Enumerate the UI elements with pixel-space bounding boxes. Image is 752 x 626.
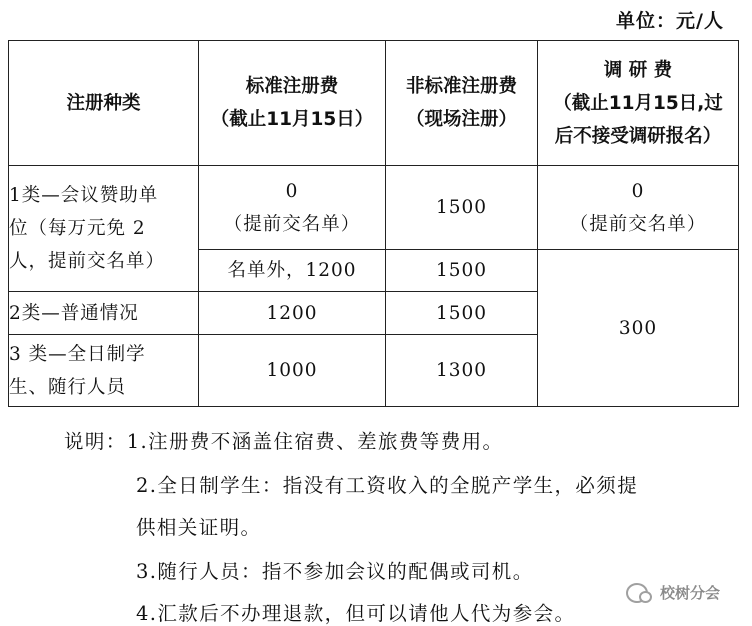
unit-label: 单位：元/人: [616, 10, 724, 32]
category-1-standard-note: （提前交名单）: [223, 213, 361, 235]
header-research-note-2: 后不接受调研报名）: [554, 125, 722, 147]
category-1-nonstandard-fee: 1500: [386, 166, 538, 250]
category-2-standard-fee: 1200: [199, 292, 386, 335]
category-1-research-note: （提前交名单）: [569, 213, 707, 235]
header-standard-fee: [199, 41, 386, 166]
category-3-nonstandard-fee: 1300: [386, 335, 538, 407]
note-2-continued: 供相关证明。: [136, 516, 262, 539]
category-3-line-2: 生、随行人员: [9, 376, 127, 398]
header-nonstandard-title: 非标准注册费: [405, 76, 517, 97]
category-1-offlist-standard-fee: 名单外，1200: [199, 250, 386, 292]
header-nonstandard-fee: [386, 41, 538, 166]
header-standard-note: （截止11月15日）: [210, 109, 374, 130]
note-2: 2.全日制学生：指没有工资收入的全脱产学生，必须提: [136, 474, 639, 497]
watermark-text: 校树分会: [660, 584, 721, 602]
category-1-research-value: 0: [631, 180, 645, 202]
category-1-line-1: 1类—会议赞助单: [9, 185, 159, 206]
category-3-line-1: 3 类—全日制学: [9, 343, 146, 365]
table-header-row: [9, 41, 739, 166]
category-1-standard-value: 0: [285, 180, 299, 202]
category-1-offlist-nonstandard-fee: 1500: [386, 250, 538, 292]
category-3-cell: [9, 335, 199, 407]
category-3-standard-fee: 1000: [199, 335, 386, 407]
header-standard-title: 标准注册费: [245, 76, 339, 97]
watermark: [626, 582, 720, 603]
note-3: 3.随行人员：指不参加会议的配偶或司机。: [136, 560, 534, 583]
header-nonstandard-note: （现场注册）: [405, 109, 517, 130]
header-research-note-1: （截止11月15日,过: [553, 92, 723, 114]
category-2-nonstandard-fee: 1500: [386, 292, 538, 335]
header-research-fee: [538, 41, 739, 166]
header-research-title: 调 研 费: [603, 59, 673, 81]
table-row-category-1a: [9, 166, 739, 250]
registration-fee-table: [8, 40, 739, 407]
category-1-research-fee: [538, 166, 739, 250]
note-4: 4.汇款后不办理退款，但可以请他人代为参会。: [136, 602, 576, 625]
category-1-standard-fee: [199, 166, 386, 250]
category-2-cell: 2类—普通情况: [9, 292, 199, 335]
category-1-cell: [9, 166, 199, 292]
wechat-logo-icon: [626, 583, 648, 603]
note-1: 说明：1.注册费不涵盖住宿费、差旅费等费用。: [64, 430, 504, 453]
shared-research-fee: 300: [538, 250, 739, 407]
category-1-line-2: 位（每万元免 2: [9, 218, 146, 239]
category-1-line-3: 人，提前交名单）: [9, 251, 166, 272]
header-category: 注册种类: [9, 41, 199, 166]
